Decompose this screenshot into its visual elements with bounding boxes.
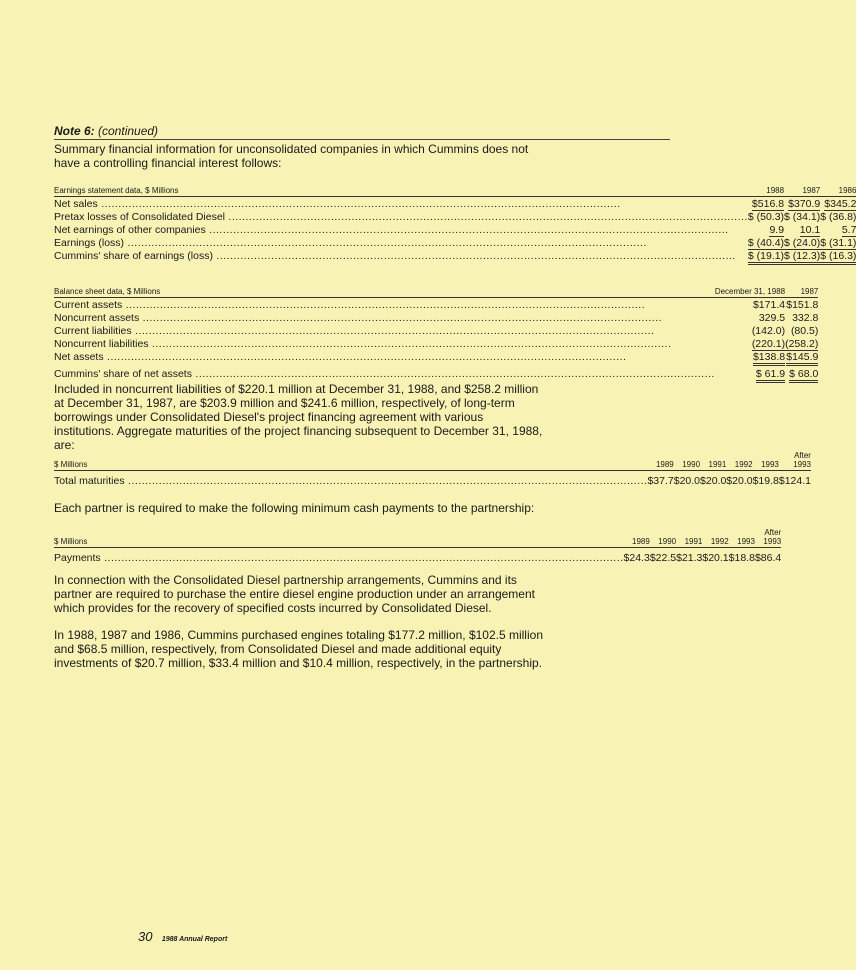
cell-value: $86.4 [754, 551, 782, 564]
column-header [779, 451, 811, 471]
table-row [54, 471, 811, 487]
column-header: 1986 [820, 181, 856, 197]
note-heading [54, 124, 158, 138]
heading-divider [54, 139, 670, 140]
column-header: 1987 [784, 181, 820, 197]
column-header-line: After [764, 528, 782, 537]
cell-value: $18.8 [728, 551, 755, 564]
note-subtitle: (continued) [98, 124, 159, 138]
column-header: 1992 [726, 451, 752, 471]
table-header-row [54, 181, 856, 197]
cell-value: $ (16.3) [820, 250, 856, 265]
cell-value: $ 61.9 [756, 368, 785, 383]
cell-value: 332.8 [792, 312, 819, 324]
row-label: Net assets [54, 351, 104, 363]
column-header: 1992 [702, 528, 728, 548]
row-label: Earnings (loss) [54, 237, 125, 249]
table-header-label: $ Millions [54, 528, 624, 548]
column-header: December 31, 1988 [715, 282, 785, 298]
column-header: 1990 [650, 528, 676, 548]
column-header: 1990 [674, 451, 700, 471]
cell-value: (142.0) [751, 325, 786, 337]
cell-value: $37.7 [647, 474, 674, 487]
table-row [54, 350, 818, 363]
row-label: Noncurrent assets [54, 312, 140, 324]
table-row [54, 548, 781, 564]
cell-value: 5.7 [841, 224, 856, 236]
cell-value: $145.9 [786, 351, 818, 366]
column-header: 1993 [729, 528, 755, 548]
table-row [54, 197, 856, 211]
table-header-label: Earnings statement data, $ Millions [54, 181, 748, 197]
cell-value: $20.1 [702, 551, 729, 564]
column-header: 1991 [676, 528, 702, 548]
table-header-label: Balance sheet data, $ Millions [54, 282, 715, 298]
row-label: Cummins' share of net assets [54, 368, 192, 380]
cell-value: $20.0 [673, 474, 701, 487]
table-row [54, 249, 856, 262]
cell-value: $21.3 [676, 551, 703, 564]
column-header-line: 1993 [763, 537, 782, 546]
cell-value: $24.3 [623, 551, 650, 564]
cell-value: $ (12.3) [784, 250, 820, 265]
column-header-line: After [794, 451, 811, 460]
payments-table [54, 528, 781, 564]
row-label: Payments [54, 551, 101, 564]
intro-paragraph: Summary financial information for unconsolidated companies in which Cummins does not have a controlling financial interest follows: [54, 142, 529, 170]
column-header [755, 528, 781, 548]
table-row [54, 236, 856, 249]
cell-value: $124.1 [778, 474, 811, 487]
table-row [54, 223, 856, 236]
cell-value: $20.0 [700, 474, 727, 487]
row-label: Cummins' share of earnings (loss) [54, 250, 213, 262]
cell-value: 9.9 [769, 224, 785, 236]
report-name: 1988 Annual Report [161, 936, 228, 943]
table-row [54, 298, 818, 312]
cell-value: $516.8 [751, 198, 785, 210]
cell-value: $ (34.1) [784, 211, 821, 223]
row-label: Total maturities [54, 474, 125, 487]
cell-value: $151.8 [786, 299, 819, 311]
note-title: Note 6: [54, 124, 95, 138]
cell-value: (258.2) [785, 338, 819, 350]
cell-value: $ 68.0 [789, 368, 818, 383]
cell-value: $22.5 [649, 551, 677, 564]
column-header: 1987 [785, 282, 818, 298]
minimum-payments-paragraph: Each partner is required to make the following minimum cash payments to the partnership: [54, 501, 535, 515]
row-label: Pretax losses of Consolidated Diesel [54, 211, 226, 223]
cell-value: (80.5) [790, 325, 819, 337]
row-label: Net sales [54, 198, 98, 210]
table-header-label: $ Millions [54, 451, 647, 471]
column-header: 1991 [700, 451, 726, 471]
table-row [54, 210, 856, 223]
cell-value: (220.1) [751, 338, 786, 350]
table-row [54, 311, 818, 324]
cell-value: $138.8 [753, 351, 785, 366]
cell-value: $19.8 [752, 474, 779, 487]
column-header: 1989 [647, 451, 673, 471]
table-row [54, 324, 818, 337]
cell-value: $ (50.3) [747, 211, 785, 223]
maturities-table [54, 451, 811, 487]
cell-value: $345.2 [824, 198, 856, 210]
row-label: Current assets [54, 299, 123, 311]
table-row [54, 363, 818, 380]
column-header: 1993 [753, 451, 779, 471]
table-header-row [54, 282, 818, 298]
table-header-row [54, 451, 811, 471]
cell-value: 329.5 [758, 312, 786, 324]
row-label: Net earnings of other companies [54, 224, 206, 236]
page-number: 30 [138, 929, 153, 944]
table-row [54, 337, 818, 350]
cell-value: $ (19.1) [748, 250, 784, 265]
column-header: 1989 [624, 528, 650, 548]
page-footer [138, 929, 227, 944]
cell-value: $20.0 [726, 474, 753, 487]
engine-purchases-paragraph: In 1988, 1987 and 1986, Cummins purchased engines totaling $177.2 million, $102.5 million and $68.5 million, respectively, from Consolidated Diesel and made additional equity investments of $20.7 million, $33.4 million and $10.4 million, respectively, in the partnership. [54, 628, 543, 670]
partnership-arrangement-paragraph: In connection with the Consolidated Diesel partnership arrangements, Cummins and its partner are required to purchase the entire diesel engine production under an arrangement which provides for the recovery of specified costs incurred by Consolidated Diesel. [54, 573, 535, 615]
column-header: 1988 [748, 181, 784, 197]
balance-sheet-table [54, 282, 818, 380]
cell-value: $171.4 [752, 299, 786, 311]
row-label: Noncurrent liabilities [54, 338, 149, 350]
column-header-line: 1993 [793, 460, 811, 469]
cell-value: $ (36.8) [820, 211, 856, 223]
noncurrent-liabilities-paragraph: Included in noncurrent liabilities of $220.1 million at December 31, 1988, and $258.2 million at December 31, 1987, are $203.9 million and $241.6 million, respectively, of long-term borrowings under Consolidated Diesel's project financing agreement with various institutions. Aggregate maturities of the project financing subsequent to December 31, 1988, are: [54, 382, 543, 452]
cell-value: 10.1 [799, 224, 821, 236]
cell-value: $ (40.4) [747, 237, 785, 249]
earnings-statement-table [54, 181, 856, 262]
table-header-row [54, 528, 781, 548]
row-label: Current liabilities [54, 325, 132, 337]
cell-value: $370.9 [788, 198, 821, 210]
cell-value: $ (24.0) [784, 237, 821, 249]
cell-value: $ (31.1) [820, 237, 856, 249]
